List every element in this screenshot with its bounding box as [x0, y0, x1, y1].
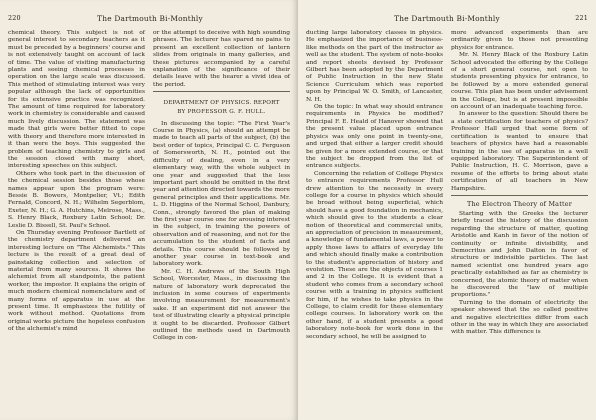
- paragraph: Starting with the Greeks the lecturer briefly traced the history of the discussion regarding the structure of matter, quoting Aristotle and Kanh in favor of the notion of continuity or infinite divisibility, and Democritus and John Dalton in favor of structure or indivisible particles. The last named scientist one hundred years ago practically established as far as chemistry is concerned, the atomic theory of matter when he discovered the "law of multiple proportions.": [451, 210, 588, 299]
- running-head-title-left: The Dartmouth Bi-Monthly: [97, 13, 203, 23]
- paragraph: On the topic: In what way should entrance requirements in Physics be modified? Principal F. E. Heald of Hanover showed that the present value placed upon entrance physics was only one point in twenty-one, and urged that either a larger credit should be given for a more extended course, or that the subject be dropped from the list of entrance subjects.: [306, 104, 443, 170]
- running-head-right: [306, 10, 588, 26]
- section-heading-physics: DEPARTMENT OF PHYSICS. REPORT: [163, 100, 280, 107]
- paragraph: chemical theory. This subject is not of general interest to secondary teachers as it must be preceded by a beginners' course and is not extensively taught on account of lack of time. The value of visiting manufacturing plants and seeing chemical processes in operation on the large scale was discussed. This method of stimulating interest was very popular although the lack of opportunities for its extensive practice was recognized. The amount of time required for laboratory work in chemistry is considerable and caused much lively discussion. The statement was made that girls were better fitted to cope with theory and therefore more interested in it than were the boys. This suggested the problem of teaching chemistry to girls and the session closed with many short, interesting speeches on this subject.: [8, 30, 145, 170]
- left-column-1: [8, 30, 145, 343]
- section-divider: [153, 91, 290, 92]
- paragraph: Concerning the relation of College Physics to entrance requirements Professor Hull drew attention to the necessity in every college for a course in physics which should be broad without being superficial, which should have a good foundation in mechanics, which should give to the students a clear notion of theoretical and commercial units, an appreciation of precision in measurement, a knowledge of fundamental laws, a power to apply those laws to affairs of everyday life and which should finally make a contribution to the student's appreciation of history and evolution. These are the objects of courses 1 and 2 in the College. It is evident that a student who comes from a secondary school course with a training in physics sufficient for him, if he wishes to take physics in the College, to claim credit for these elementary college courses. In laboratory work on the other hand, if a student presents a good laboratory note-book for work done in the secondary school, he will be assigned to: [306, 170, 443, 340]
- running-head-title-right: The Dartmouth Bi-Monthly: [394, 13, 500, 23]
- left-columns: [8, 30, 292, 343]
- page-number-left: 220: [8, 14, 21, 22]
- right-column-2: [451, 30, 588, 341]
- paragraph: In answer to the question: Should there be a state certification for teachers of physics? Professor Hall urged that some form of certification is wanted to ensure that teachers of physics have had a reasonable training in the use of apparatus in a well equipped laboratory. The Superintendent of Public Instruction, H. C. Morrison, gave a resume of the efforts to bring about state certification of all teachers in New Hampshire.: [451, 111, 588, 192]
- section-byline: BY PROFESSOR G. F. HULL.: [177, 109, 266, 116]
- left-column-2: [153, 30, 290, 343]
- paragraph: ducting large laboratory classes in physics. He emphasized the importance of business-like methods on the part of the instructor as well as the student. The system of note-books and report sheets devised by Professor Gilbert has been adopted by the Department of Public Instruction in the new State Science Curriculum which was reported upon by Principal W. O. Smith, of Lancaster, N. H.: [306, 30, 443, 103]
- right-page: [298, 0, 596, 420]
- paragraph: Mr. C. H. Andrews of the South High School, Worcester, Mass., in discussing the nature of laboratory work deprecated the inclusion in some courses of experiments involving measurement for measurement's sake. If an experiment did not answer the test of illustrating clearly a physical principle it ought to be discarded. Professor Gilbert outlined the methods used in Dartmouth College in con-: [153, 268, 290, 342]
- paragraph: Mr. N. Henry Black of the Roxbury Latin School advocated the offering by the College of a short general course, not open to students presenting physics for entrance, to be followed by a more extended general course. This plan has been under advisement in the College, but is at present impossible on account of an inadequate teaching force.: [451, 52, 588, 111]
- paragraph: Others who took part in the discussion of the chemical session besides those whose names appear upon the program were: Bessie B. Bowers, Montpelier, Vt.; Edith Fernald, Concord, N. H.; Wilhelm Segerblom, Exeter, N. H.; G. A. Hutchins, Melrose, Mass., S. Henry Black, Roxbury Latin School; Dr. Leslie D. Bissell, St. Paul's School.: [8, 170, 145, 229]
- paragraph: Turning to the domain of electricity the speaker showed that the so called positive and negative electricities differ from each other in the way in which they are associated with matter. This difference is: [451, 299, 588, 336]
- paragraph: or the attempt to deceive with high sounding phrases. The lecturer has spared no pains to present an excellent collection of lantern slides from originals in many galleries, and these pictures accompanied by a careful explanation of the significance of their details leave with the hearer a vivid idea of the period.: [153, 30, 290, 88]
- paragraph: On Thursday evening Professor Bartlett of the chemistry department delivered an interesting lecture on "The Alchemists." This lecture is the result of a great deal of painstaking collection and selection of material from many sources. It shows the alchemist from all standpoints, the patient worker, the impostor. It explains the origin of much modern chemical nomenclature and of many forms of apparatus in use at the present time. It emphasizes the futility of work without method. Quotations from original works picture the hopeless confusion of the alchemist's mind: [8, 229, 145, 333]
- section-heading-electron-theory: The Electron Theory of Matter: [467, 199, 572, 208]
- section-divider: [451, 195, 588, 196]
- right-column-1: [306, 30, 443, 341]
- paragraph: In discussing the topic: "The First Year's Course in Physics, (a) should an attempt be made to teach all parts of the subject, (b) the best order of topics, Principal C. C. Ferguson of Somersworth, N. H., pointed out the difficulty of dealing, even in a very elementary way, with the whole subject in one year and suggested that the less important part should be omitted in the first year and attention directed towards the more general principles and their applications. Mr. L. D. Higgins of the Normal School, Danbury, Conn., strongly favored the plan of making the first year course one for arousing interest in the subject, in training the powers of observation and of reasoning, and not for the accumulation to the student of facts and details. This course should be followed by another year course in text-book and laboratory work.: [153, 120, 290, 268]
- paragraph: more advanced experiments than are ordinarily given to those not presenting physics for entrance.: [451, 30, 588, 51]
- right-columns: [306, 30, 588, 341]
- page-number-right: 221: [575, 14, 588, 22]
- running-head-left: [8, 10, 292, 26]
